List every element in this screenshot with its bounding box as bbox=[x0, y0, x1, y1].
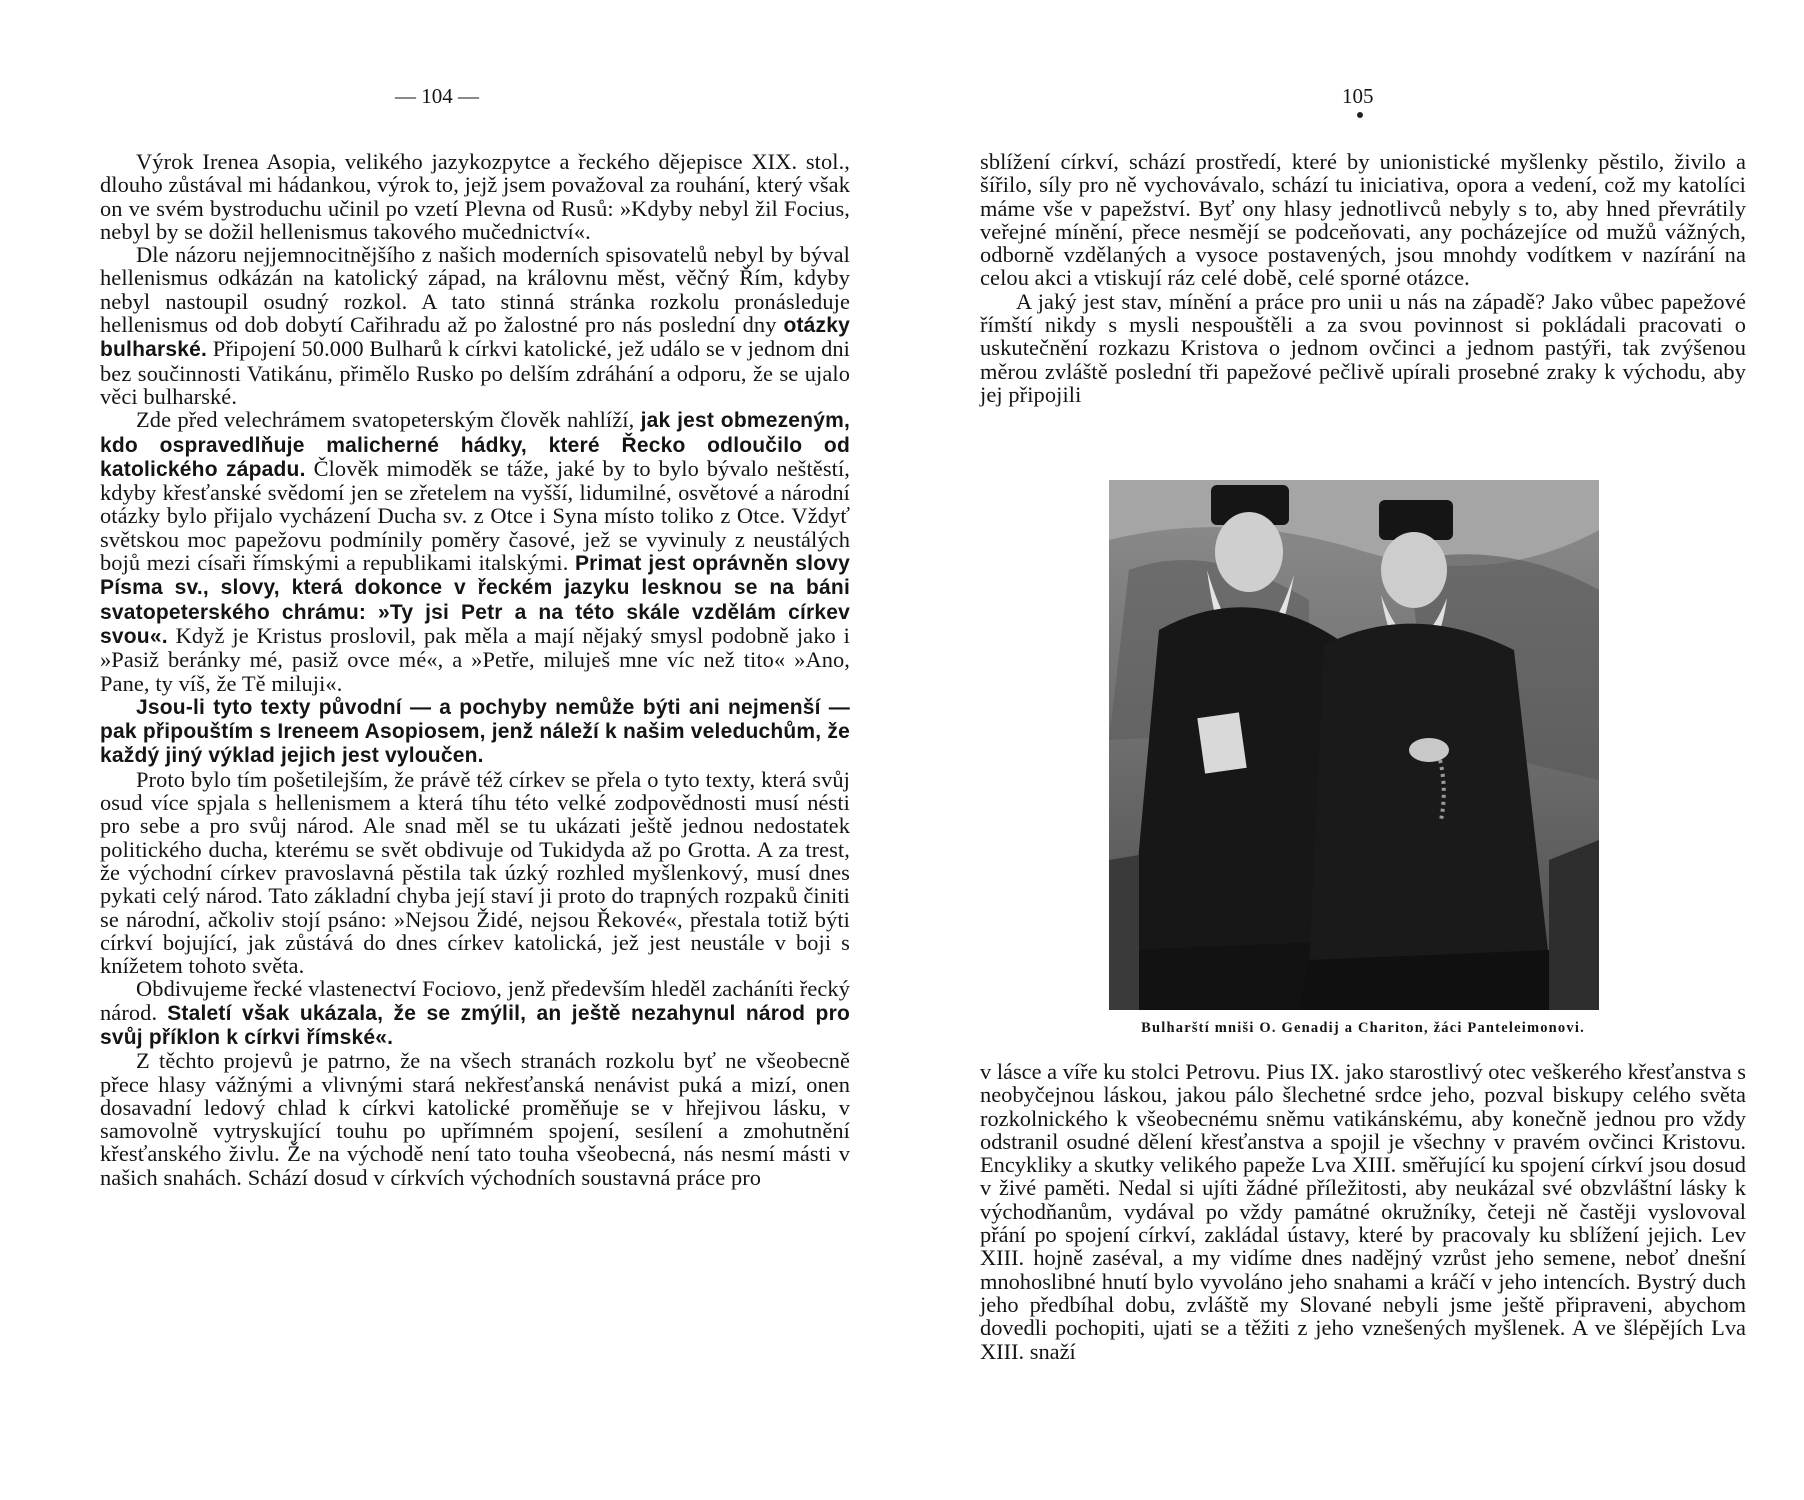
paragraph: v lásce a víře ku stolci Petrovu. Pius IX. jako starostlivý otec veškerého křesťanstva s neobyčejnou láskou, jakou pálo šlechetné srdce jeho, pozval biskupy celého světa rozkolnického k všeobecnému sněmu vatikánskému, aby konečně jednou pro vždy odstranil osudné dělení křesťanstva a spojil je všechny v pravém ovčinci Kristovu. Encykliky a skutky velikého papeže Lva XIII. směřující ku spojení církví jsou dosud v živé paměti. Nedal si ujíti žádné příležitosti, aby neukázal své obzvláštní lásky k východňanům, vydával po vždy památné okružníky, četeji ně častěji vyslovoval přání po spojení církví, zakládal ústavy, které by pracovaly ku sblížení jejich. Lev XIII. hojně zaséval, a my vidíme dnes nadějný vzrůst jeho semene, neboť dnešní mnohoslibné hnutí bylo vyvoláno jeho snahami a kráčí v jeho intencích. Bystrý duch jeho předbíhal dobu, zvláště my Slované nebyli jsme ještě připraveni, abychom dovedli pochopiti, ujati se a těžiti z jeho vznešených myšlenek. A ve šlépějích Lva XIII. snaží bbox=[980, 1059, 1746, 1364]
paragraph: Zde před velechrámem svatopeterským člověk nahlíží, jak jest obmezeným, kdo ospravedlňuje malicherné hádky, které Řecko odloučilo od katolického západu. Člověk mimoděk se táže, jaké by to bylo bývalo neštěstí, kdyby křesťanské svědomí jen se zřetelem na vyšší, lidumilné, osvětové a národní otázky bylo přijalo vycházení Ducha sv. z Otce i Syna místo toliko z Otce. Vždyť světskou moc papežovu podmínily poměry časové, jež se vyvinuly z neustálých bojů mezi císaři římskými a republikami italskými. Primat jest oprávněn slovy Písma sv., slovy, která dokonce v řeckém jazyku lesknou se na báni svatopeterského chrámu: »Ty jsi Petr a na této skále vzdělám církev svou«. Když je Kristus proslovil, pak měla a mají nějaký smysl podobně jako i »Pasiž beránky mé, pasiž ovce mé«, a »Petře, miluješ mne víc než tito« »Ano, Pane, ty víš, že Tě miluji«. bbox=[100, 407, 850, 696]
monks-photograph bbox=[1109, 480, 1599, 1010]
paragraph: A jaký jest stav, mínění a práce pro unii u nás na západě? Jako vůbec papežové římští nikdy s mysli nespouštěli a za svou povinnost si pokládali pracovati o uskutečnění rozkazu Kristova o jednom ovčinci a jednom pastýři, tak zvýšenou měrou zvláště poslední tři papežové pečlivě upírali prosebné zraky k východu, aby jej připojili bbox=[980, 288, 1746, 407]
paragraph: Výrok Irenea Asopia, velikého jazykozpytce a řeckého dějepisce XIX. stol., dlouho zůstával mi hádankou, výrok to, jejž jsem považoval za rouhání, který však on ve svém bystroduchu učinil po vzetí Plevna od Rusů: »Kdyby nebyl žil Focius, nebyl by se dožil hellenismus takového mučednictví«. bbox=[100, 149, 850, 244]
paragraph: sblížení církví, schází prostředí, které by unionistické myšlenky pěstilo, živilo a šířilo, síly pro ně vychovávalo, schází tu iniciativa, opora a vedení, což my katolíci máme vše v papežství. Byť ony hlasy jednotlivců nebyly s to, aby hned převrátily veřejné mínění, přece nesmějí se podceňovati, any pocházejíce od mužů vážných, odborně vzdělaných a vysoce postavených, jsou mnohdy vodítkem v nazírání na celou akci a vtiskují ráz celé době, celé sporné otázce. bbox=[980, 149, 1746, 291]
page-number: 105 bbox=[1342, 84, 1374, 108]
page-number: — 104 — bbox=[395, 84, 479, 108]
right-page bbox=[900, 0, 1804, 1500]
paragraph: Jsou-li tyto texty původní — a pochyby nemůže býti ani nejmenší — pak připouštím s Ireneem Asopiosem, jenž náleží k našim veleduchům, že každý jiný výklad jejich jest vyloučen. bbox=[100, 695, 850, 768]
monks-photo-illustration bbox=[1109, 480, 1599, 1010]
left-page bbox=[0, 0, 900, 1500]
paragraph: Proto bylo tím pošetilejším, že právě též církev se přela o tyto texty, která svůj osud více spjala s hellenismem a která tíhu této velké zodpovědnosti musí nésti pro sebe a pro svůj národ. Ale snad měl se tu ukázati ještě jednou nedostatek politického ducha, kterému se svět obdivuje od Tukidyda až po Grotta. A za trest, že východní církev pravoslavná pěstila tak úzký rozhled myšlenkový, musí dnes pykati celý národ. Tato základní chyba její staví ji proto do trapných rozpaků činiti se národní, ačkoliv stojí psáno: »Nejsou Židé, nejsou Řekové«, přestala totiž býti církví bojující, jak zůstává do dnes církev katolická, jež jest neustále v boji s knížetem tohoto světa. bbox=[100, 766, 850, 979]
paragraph: Dle názoru nejjemnocitnějšího z našich moderních spisovatelů nebyl by býval hellenismus odkázán na katolický západ, na královnu měst, věčný Řím, kdyby nebyl nastoupil osudný rozkol. A tato stinná stránka rozkolu pronásleduje hellenismus od dob dobytí Cařihradu až po žalostné pro nás poslední dny otázky bulharské. Připojení 50.000 Bulharů k církvi katolické, jež událo se v jednom dni bez součinnosti Vatikánu, přimělo Rusko po delším zdráhání a odporu, že se ujalo věci bulharské. bbox=[100, 242, 850, 409]
ink-dot bbox=[1357, 112, 1363, 118]
photo-caption: Bulharští mniši O. Genadij a Chariton, žáci Panteleimonovi. bbox=[1141, 1020, 1585, 1036]
right-text-column-bottom bbox=[980, 1060, 1746, 1363]
paragraph: Z těchto projevů je patrno, že na všech stranách rozkolu byť ne všeobecně přece hlasy vážnými a vlivnými stará nekřesťanská nenávist puká a mizí, onen dosavadní ledový chlad k církvi katolické proměňuje se v hřejivou lásku, v samovolně vytryskující touhu po upřímném spojení, sesílení a zmohutnění křesťanského živlu. Že na východě není tato touha všeobecná, nás nesmí másti v našich snahách. Schází dosud v církvích východních soustavná práce pro bbox=[100, 1048, 850, 1190]
paragraph: Obdivujeme řecké vlastenectví Fociovo, jenž především hleděl zacháníti řecký národ. Staletí však ukázala, že se zmýlil, an ještě nezahynul národ pro svůj příklon k církvi římské«. bbox=[100, 976, 850, 1049]
right-text-column-top bbox=[980, 150, 1746, 406]
left-text-column bbox=[100, 150, 850, 1189]
